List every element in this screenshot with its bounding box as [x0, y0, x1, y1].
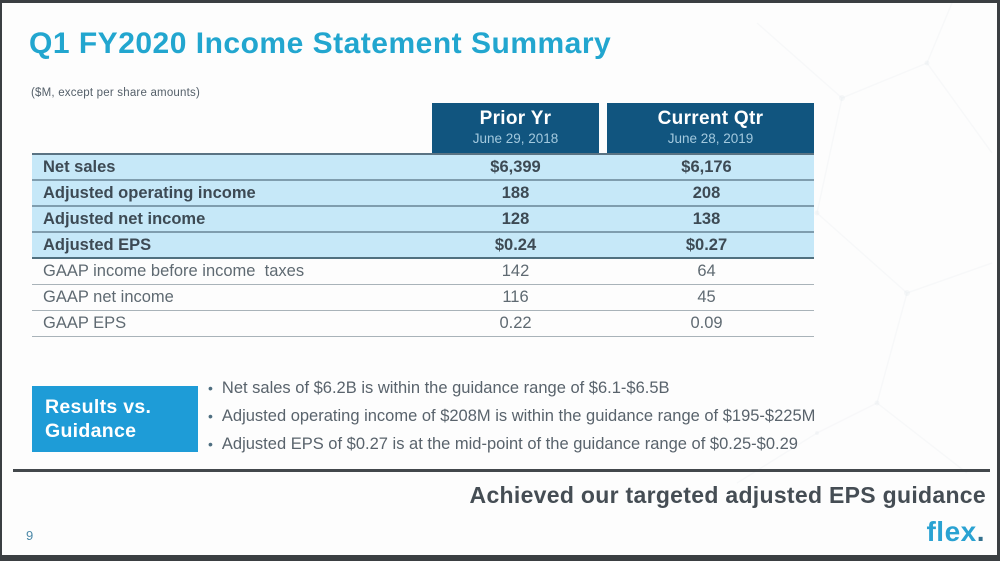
flex-logo	[926, 516, 985, 548]
row-label: Adjusted EPS	[43, 235, 152, 254]
prior-value: $6,399	[490, 157, 541, 176]
slide	[2, 3, 997, 555]
list-item	[208, 374, 815, 402]
income-statement-table	[32, 103, 814, 337]
prior-value: 128	[501, 209, 530, 228]
results-vs-guidance-box	[32, 386, 198, 452]
current-value: 138	[692, 209, 721, 228]
bullet-icon: •	[208, 408, 213, 424]
bullet-text: Adjusted operating income of $208M is within the guidance range of $195-$225M	[221, 406, 816, 425]
bullet-text: Net sales of $6.2B is within the guidance range of $6.1-$6.5B	[221, 378, 670, 397]
row-label: Adjusted operating income	[43, 183, 256, 202]
table-row	[32, 233, 814, 259]
row-label: GAAP EPS	[43, 314, 127, 332]
footer-takeaway-message: Achieved our targeted adjusted EPS guidance	[469, 482, 986, 508]
list-item	[208, 402, 815, 430]
results-box-label-line2: Guidance	[45, 420, 137, 442]
flex-logo-text: flex	[926, 516, 977, 547]
table-row	[32, 181, 814, 207]
prior-value: $0.24	[494, 235, 537, 254]
current-value: 208	[692, 183, 721, 202]
bullet-icon: •	[208, 436, 213, 452]
flex-logo-dot: .	[976, 516, 985, 547]
page-number: 9	[26, 528, 34, 543]
current-value: $6,176	[681, 157, 732, 176]
row-label: GAAP income before income taxes	[43, 262, 305, 280]
prior-value: 0.22	[499, 314, 532, 332]
current-value: 64	[697, 262, 716, 280]
table-body	[32, 153, 814, 337]
bullet-icon: •	[208, 380, 213, 396]
slide-title: Q1 FY2020 Income Statement Summary	[29, 27, 612, 60]
table-row	[32, 207, 814, 233]
prior-value: 188	[501, 183, 530, 202]
row-label: GAAP net income	[43, 288, 174, 306]
current-value: $0.27	[685, 235, 728, 254]
table-row	[32, 311, 814, 337]
row-label: Net sales	[43, 157, 116, 176]
footer-divider	[13, 469, 990, 472]
column-label: Current Qtr	[657, 108, 764, 129]
guidance-bullet-list	[208, 374, 815, 458]
table-row	[32, 155, 814, 181]
column-label: Prior Yr	[479, 108, 552, 129]
row-label: Adjusted net income	[43, 209, 206, 228]
prior-value: 116	[502, 288, 529, 306]
table-row	[32, 259, 814, 285]
current-value: 45	[697, 288, 716, 306]
prior-value: 142	[501, 262, 530, 280]
current-value: 0.09	[690, 314, 723, 332]
column-header-prior-yr	[432, 103, 599, 153]
column-date: June 29, 2018	[472, 131, 559, 146]
list-item	[208, 430, 815, 458]
column-date: June 28, 2019	[667, 131, 754, 146]
bullet-text: Adjusted EPS of $0.27 is at the mid-point of the guidance range of $0.25-$0.29	[221, 434, 798, 453]
table-row	[32, 285, 814, 311]
table-header-row	[32, 103, 814, 153]
column-header-current-qtr	[607, 103, 814, 153]
units-note: ($M, except per share amounts)	[31, 87, 200, 99]
results-box-label-line1: Results vs.	[45, 396, 152, 418]
